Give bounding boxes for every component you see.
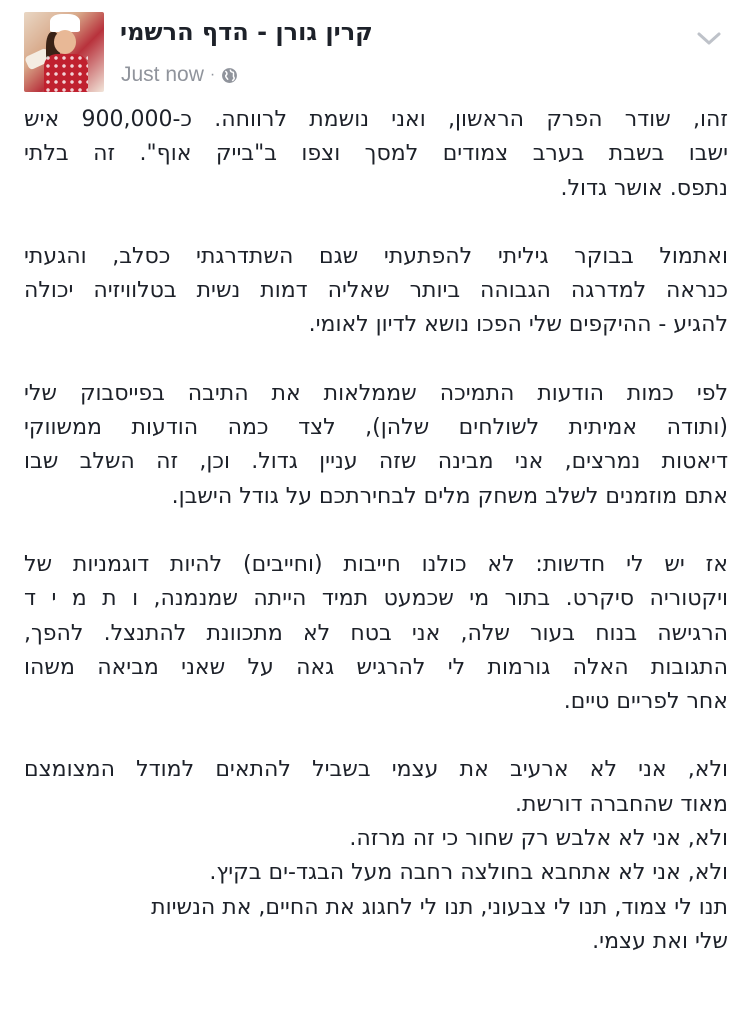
post-paragraph <box>24 103 728 206</box>
page-name-link[interactable]: קרין גורן - הדף הרשמי <box>120 18 373 46</box>
post-text <box>24 103 728 959</box>
post-text-line: ולא, אני לא אלבש רק שחור כי זה מרזה. <box>349 826 728 852</box>
post-text-line: אחר לפריים טיים. <box>563 689 728 715</box>
post-text-line: ולא, אני לא ארעיב את עצמי בשביל להתאים למודל המצומצם <box>24 757 728 783</box>
post-meta <box>121 62 238 88</box>
post-text-line: ולא, אני לא אתחבא בחולצה רחבה מעל הבגד-ים בקיץ. <box>209 860 728 886</box>
post-paragraph <box>24 377 728 514</box>
post-paragraph <box>24 753 728 959</box>
post-text-line: להגיע - ההיקפים שלי הפכו נושא לדיון לאומי. <box>308 312 728 338</box>
avatar-face <box>54 30 76 54</box>
post-text-line: כנראה למדרגה הגבוהה ביותר שאליה דמות נשית בטלוויזיה יכולה <box>24 278 728 304</box>
post-text-line: תנו לי צמוד, תנו לי צבעוני, תנו לי לחגוג את החיים, את הנשיות <box>151 894 728 920</box>
post-text-line: אז יש לי חדשות: לא כולנו חייבות (וחייבים) להיות דוגמניות של <box>24 551 728 577</box>
post-paragraph <box>24 548 728 719</box>
post-text-line: התגובות האלה גורמות לי להרגיש גאה על שאני מביאה משהו <box>24 654 728 680</box>
post-text-line: ויקטוריה סיקרט. בתור מי שכמעט תמיד הייתה שמנמנה, ו ת מ י ד <box>24 586 728 612</box>
post-text-line: דיאטות נמרצים, אני מבינה שזה עניין גדול. וכן, זה השלב שבו <box>24 449 728 475</box>
post-text-line: (ותודה אמיתית לשולחים שלהן), לצד כמה הודעות ממשווקי <box>24 415 728 441</box>
post-text-line: ואתמול בבוקר גיליתי להפתעתי שגם השתדרגתי כסלב, והגעתי <box>24 243 728 269</box>
post-text-line: אתם מוזמנים לשלב משחק מלים לבחירתכם על גודל הישבן. <box>171 483 728 509</box>
meta-separator: · <box>209 66 216 83</box>
globe-icon[interactable] <box>221 67 238 84</box>
post-text-line: מאוד שהחברה דורשת. <box>515 791 728 817</box>
post-text-line: לפי כמות הודעות התמיכה שממלאות את התיבה בפייסבוק שלי <box>24 380 728 406</box>
timestamp-link[interactable]: Just now <box>121 63 204 86</box>
post-text-line: שלי ואת עצמי. <box>592 928 728 954</box>
post-paragraph <box>24 240 728 343</box>
post-text-line: נתפס. אושר גדול. <box>560 175 728 201</box>
post-text-line: זהו, שודר הפרק הראשון, ואני נושמת לרווחה. כ-900,000 איש <box>24 107 728 132</box>
chevron-down-icon[interactable] <box>696 30 722 48</box>
avatar-apron-dots <box>44 54 88 92</box>
post-text-line: ישבו בשבת בערב צמודים למסך וצפו ב"בייק אוף". זה בלתי <box>24 141 728 167</box>
page-avatar[interactable] <box>24 12 104 92</box>
post-text-line: הרגישה בנוח בעור שלה, אני בטח לא מתכוונת להתנצל. להפך, <box>24 620 728 646</box>
post-header <box>0 0 750 100</box>
